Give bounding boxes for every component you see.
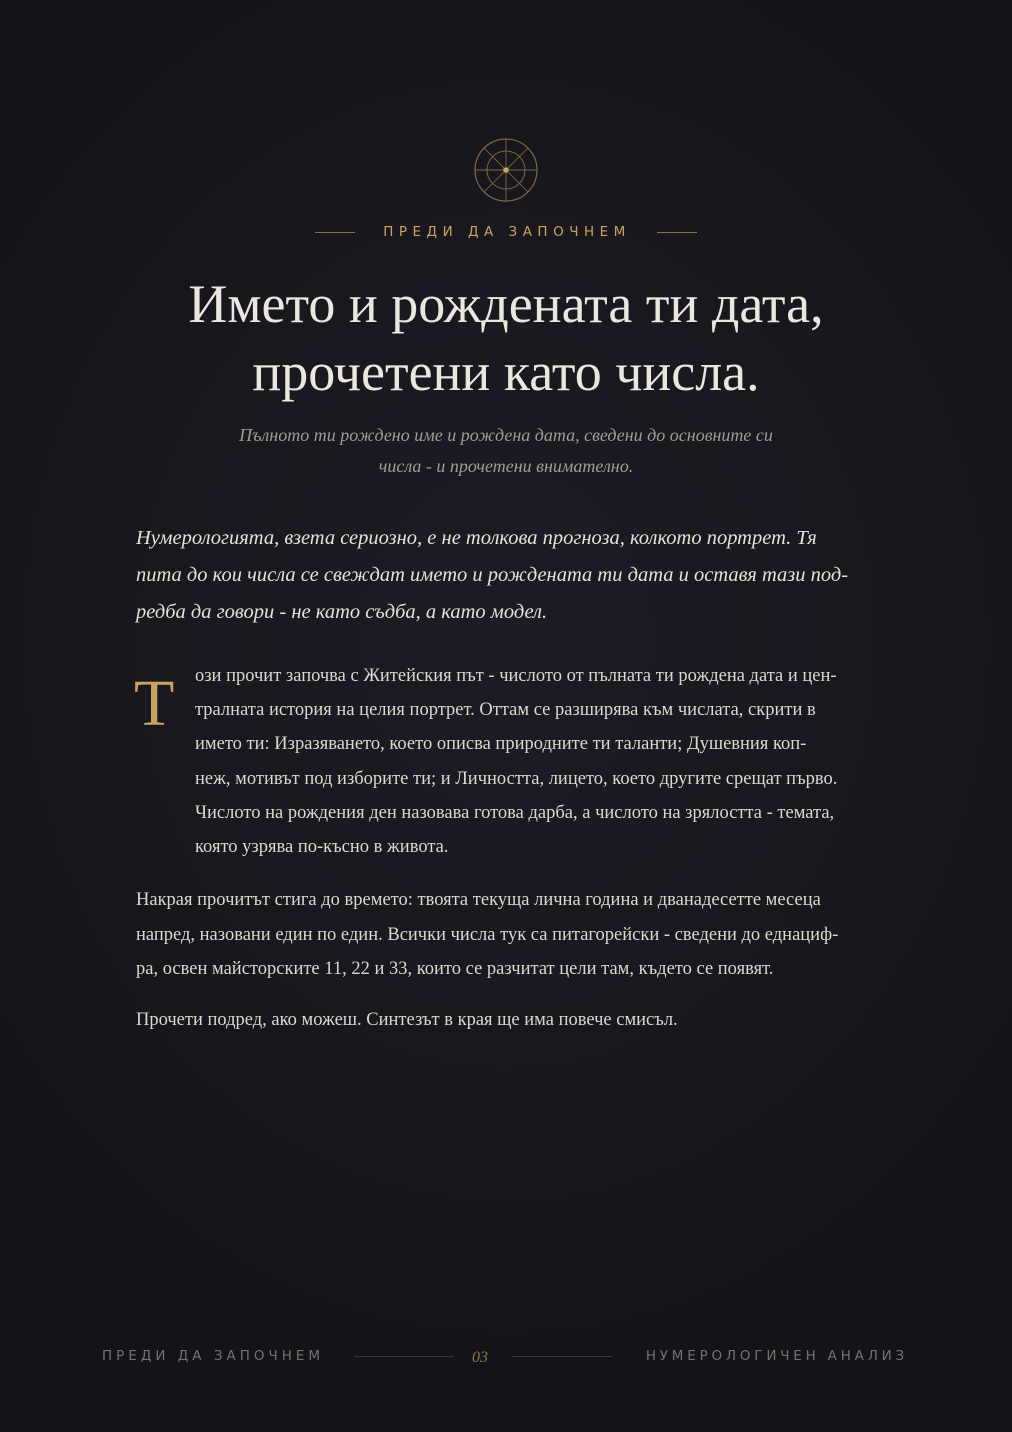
paragraph-line: Накрая прочитът стига до времето: твоята текуща лична година и дванадесетте месеца: [136, 890, 821, 910]
title-line: прочетени като числа.: [252, 342, 760, 402]
paragraph-line: Прочети подред, ако можеш. Синтезът в края ще има повече смисъл.: [136, 1010, 678, 1030]
footer-divider-right: [512, 1356, 612, 1357]
drop-cap-letter: Т: [134, 667, 175, 740]
section-kicker: [0, 222, 1012, 242]
page-footer: [102, 1344, 908, 1370]
paragraph-line: името ти: Изразяването, което описва природните ти таланти; Душевния коп-: [195, 734, 807, 755]
page-subtitle: [120, 420, 892, 482]
footer-section-label: ПРЕДИ ДА ЗАПОЧНЕМ: [102, 1348, 325, 1364]
title-line: Името и рождената ти дата,: [188, 274, 824, 334]
paragraph-line: неж, мотивът под изборите ти; и Личността, лицето, което другите срещат първо.: [195, 768, 838, 789]
footer-document-title: НУМЕРОЛОГИЧЕН АНАЛИЗ: [645, 1348, 908, 1364]
compass-wheel-icon: [472, 136, 540, 204]
paragraph-line: напред, назовани един по един. Всички числа тук са питагорейски - сведени до еднациф-: [136, 924, 839, 945]
page-title: [60, 270, 952, 406]
body-paragraph-3: [136, 1003, 896, 1037]
lead-paragraph: [136, 520, 896, 631]
subtitle-line: Пълното ти рождено име и рождена дата, сведени до основните си: [239, 425, 773, 445]
paragraph-line: ра, освен майсторските 11, 22 и 33, които се разчитат цели там, където се появят.: [136, 959, 774, 979]
kicker-label: ПРЕДИ ДА ЗАПОЧНЕМ: [383, 224, 631, 240]
paragraph-line: ози прочит започва с Житейския път - числото от пълната ти рождена дата и цен-: [195, 666, 837, 686]
kicker-divider-left: [315, 232, 355, 233]
body-paragraph-1: [195, 659, 895, 864]
page-number: 03: [472, 1349, 488, 1366]
paragraph-line: която узрява по-късно в живота.: [195, 837, 449, 858]
lead-line: пита до кои числа се свеждат името и рождената ти дата и оставя тази под-: [136, 564, 849, 586]
body-paragraph-2: [136, 883, 896, 987]
kicker-divider-right: [657, 232, 697, 233]
lead-line: Нумерологията, взета сериозно, е не толкова прогноза, колкото портрет. Тя: [136, 527, 817, 549]
footer-divider-left: [354, 1356, 454, 1357]
paragraph-line: Числото на рождения ден назовава готова дарба, а числото на зрялостта - темата,: [195, 802, 835, 823]
subtitle-line: числа - и прочетени внимателно.: [378, 456, 634, 476]
lead-line: редба да говори - не като съдба, а като модел.: [136, 601, 548, 623]
paragraph-line: тралната история на целия портрет. Оттам се разширява към числата, скрити в: [195, 700, 816, 721]
